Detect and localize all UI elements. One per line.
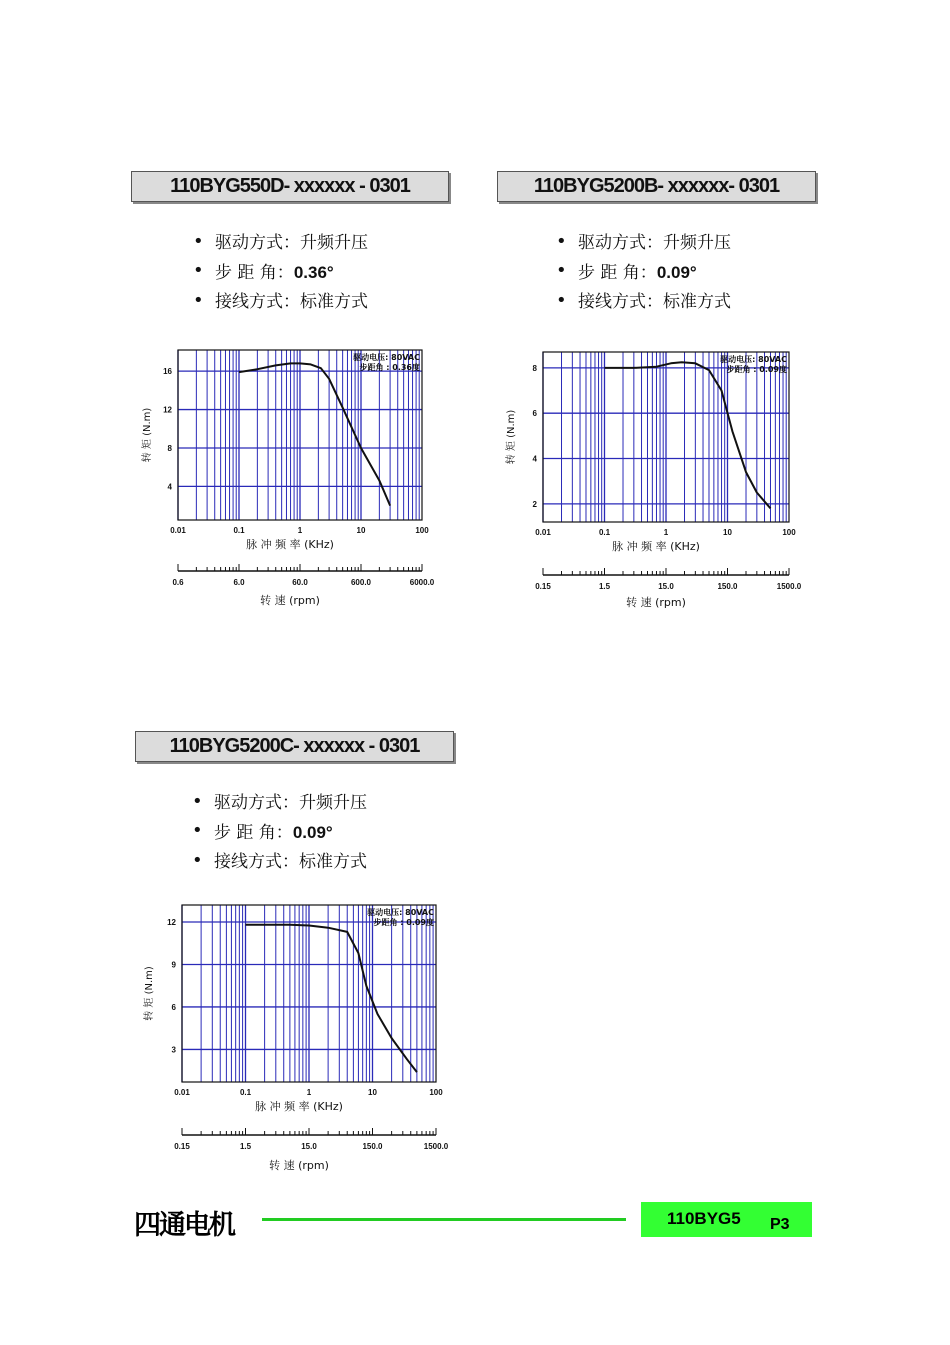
brand-logo: 四通电机 xyxy=(134,1210,234,1241)
rpm-tick-label: 6.0 xyxy=(233,578,245,587)
spec-value: 标准方式 xyxy=(299,852,367,872)
spec-value: 标准方式 xyxy=(300,292,368,312)
spec-value: 0.09° xyxy=(656,263,697,282)
rpm-tick-label: 1500.0 xyxy=(776,582,802,591)
y-tick-label: 4 xyxy=(532,454,537,464)
rpm-tick-label: 15.0 xyxy=(301,1142,317,1151)
y-tick-label: 2 xyxy=(532,499,537,509)
drive-annotation: 步距角 : 0.09度 xyxy=(726,365,787,374)
torque-frequency-chart-1 xyxy=(136,340,436,612)
y-tick-label: 8 xyxy=(167,443,172,453)
x-tick-label: 100 xyxy=(429,1088,443,1097)
x-tick-label: 10 xyxy=(356,526,366,535)
spec-value: 0.36° xyxy=(293,263,334,282)
drive-annotation: 步距角 : 0.09度 xyxy=(373,918,434,927)
y-tick-label: 4 xyxy=(167,482,172,492)
rpm-tick-label: 1500.0 xyxy=(423,1142,449,1151)
x-tick-label: 10 xyxy=(723,528,732,537)
y-axis-label: 转 矩 (N.m) xyxy=(144,966,155,1021)
drive-annotation: 驱动电压: 80VAC xyxy=(367,908,434,917)
rpm-tick-label: 600.0 xyxy=(350,578,372,587)
y-tick-label: 12 xyxy=(163,405,172,415)
rpm-tick-label: 0.6 xyxy=(172,578,184,587)
x-axis-label: 脉 冲 频 率 (KHz) xyxy=(612,540,700,553)
spec-item xyxy=(192,848,367,877)
spec-item xyxy=(193,258,368,288)
rpm-axis-label: 转 速 (rpm) xyxy=(260,594,320,607)
torque-frequency-chart-2 xyxy=(500,342,810,614)
drive-annotation: 驱动电压: 80VAC xyxy=(353,353,420,362)
rpm-tick-label: 0.15 xyxy=(535,582,551,591)
spec-item xyxy=(193,288,368,317)
spec-label: 步 距 角： xyxy=(214,823,293,843)
drive-annotation: 驱动电压: 80VAC xyxy=(720,355,787,364)
y-tick-label: 8 xyxy=(532,363,537,373)
x-tick-label: 0.1 xyxy=(233,526,245,535)
footer-rule xyxy=(262,1218,626,1221)
x-tick-label: 100 xyxy=(782,528,796,537)
rpm-axis-label: 转 速 (rpm) xyxy=(626,596,686,609)
model-title-1: 110BYG550D- xxxxxx - 0301 xyxy=(131,171,449,202)
rpm-tick-label: 0.15 xyxy=(174,1142,190,1151)
footer-model: 110BYG5 xyxy=(667,1209,741,1228)
y-tick-label: 9 xyxy=(171,960,176,970)
x-tick-label: 1 xyxy=(297,526,303,535)
x-tick-label: 0.1 xyxy=(239,1088,252,1097)
x-tick-label: 0.1 xyxy=(598,528,611,537)
spec-list-3 xyxy=(192,789,367,877)
spec-item xyxy=(193,229,368,258)
x-axis-label: 脉 冲 频 率 (KHz) xyxy=(255,1100,343,1113)
spec-item xyxy=(192,818,367,848)
page-number: P3 xyxy=(770,1216,790,1233)
y-tick-label: 3 xyxy=(171,1045,176,1055)
rpm-axis-label: 转 速 (rpm) xyxy=(269,1159,329,1172)
spec-list-1 xyxy=(193,229,368,317)
spec-label: 步 距 角： xyxy=(215,263,294,283)
torque-frequency-chart-3 xyxy=(138,895,458,1177)
spec-item xyxy=(556,258,731,288)
spec-label: 驱动方式： xyxy=(214,793,299,813)
spec-label: 驱动方式： xyxy=(578,233,663,253)
y-tick-label: 6 xyxy=(532,409,537,419)
spec-label: 驱动方式： xyxy=(215,233,300,253)
spec-item xyxy=(556,288,731,317)
spec-label: 接线方式： xyxy=(578,292,663,312)
spec-value: 升频升压 xyxy=(663,233,731,253)
spec-label: 接线方式： xyxy=(215,292,300,312)
x-tick-label: 1 xyxy=(306,1088,312,1097)
spec-value: 0.09° xyxy=(292,823,333,842)
rpm-tick-label: 15.0 xyxy=(658,582,674,591)
rpm-tick-label: 6000.0 xyxy=(409,578,435,587)
torque-curve xyxy=(239,363,390,505)
rpm-tick-label: 150.0 xyxy=(717,582,738,591)
drive-annotation: 步距角 : 0.36度 xyxy=(359,363,420,372)
spec-value: 升频升压 xyxy=(299,793,367,813)
y-axis-label: 转 矩 (N.m) xyxy=(506,409,517,465)
rpm-tick-label: 60.0 xyxy=(292,578,308,587)
spec-value: 标准方式 xyxy=(663,292,731,312)
spec-item xyxy=(556,229,731,258)
x-tick-label: 100 xyxy=(415,526,429,535)
y-tick-label: 12 xyxy=(167,917,176,927)
y-axis-label: 转 矩 (N.m) xyxy=(142,407,153,463)
model-title-2: 110BYG5200B- xxxxxx- 0301 xyxy=(497,171,816,202)
spec-item xyxy=(192,789,367,818)
x-axis-label: 脉 冲 频 率 (KHz) xyxy=(246,538,334,551)
spec-label: 步 距 角： xyxy=(578,263,657,283)
rpm-tick-label: 150.0 xyxy=(362,1142,383,1151)
rpm-tick-label: 1.5 xyxy=(239,1142,252,1151)
x-tick-label: 1 xyxy=(663,528,669,537)
model-title-3: 110BYG5200C- xxxxxx - 0301 xyxy=(135,731,454,762)
y-tick-label: 16 xyxy=(163,367,172,377)
spec-list-2 xyxy=(556,229,731,317)
page-badge xyxy=(641,1202,812,1237)
spec-value: 升频升压 xyxy=(300,233,368,253)
x-tick-label: 0.01 xyxy=(535,528,551,537)
x-tick-label: 0.01 xyxy=(170,526,186,535)
x-tick-label: 0.01 xyxy=(174,1088,190,1097)
x-tick-label: 10 xyxy=(368,1088,377,1097)
rpm-tick-label: 1.5 xyxy=(598,582,611,591)
y-tick-label: 6 xyxy=(171,1002,176,1012)
spec-label: 接线方式： xyxy=(214,852,299,872)
